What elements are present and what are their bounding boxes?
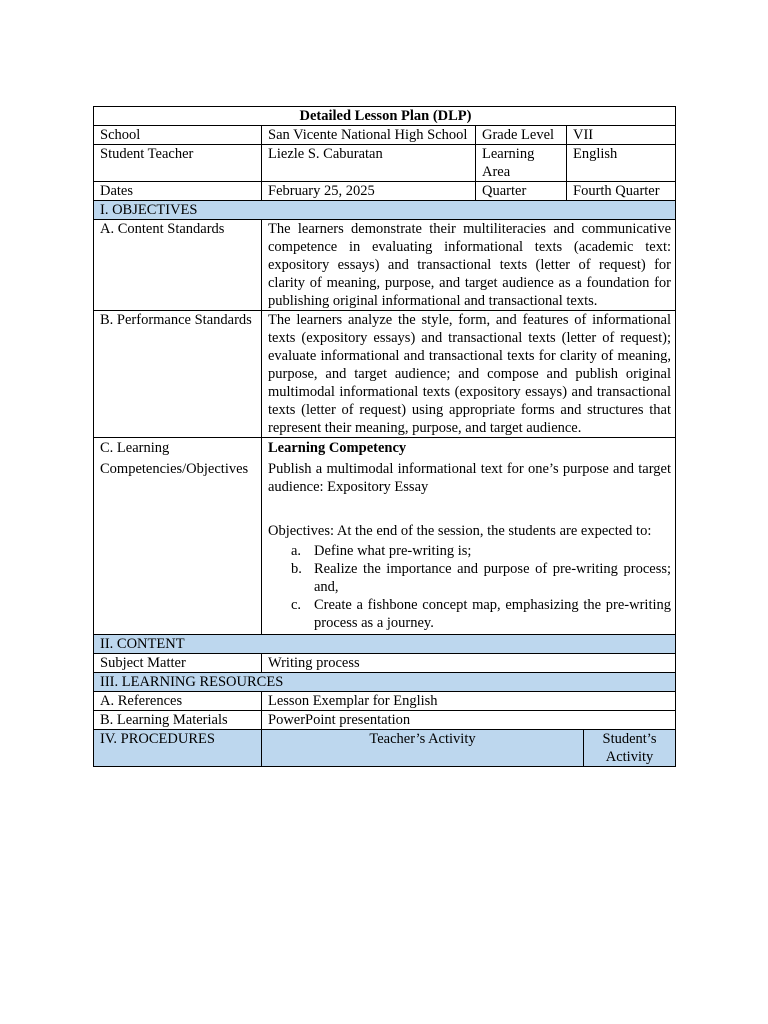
- objective-text: Create a fishbone concept map, emphasizing the pre-writing process as a journey.: [314, 597, 672, 631]
- objective-item: [291, 596, 672, 632]
- objective-item: [291, 542, 671, 560]
- competency-heading: Learning Competency: [268, 440, 407, 456]
- teacher-value: Liezle S. Caburatan: [262, 145, 476, 182]
- competencies-label-line1: C. Learning: [100, 440, 170, 456]
- references-label: A. References: [94, 692, 262, 711]
- procedures-row: [94, 730, 676, 767]
- grade-label: Grade Level: [476, 126, 567, 145]
- subject-row: [94, 654, 676, 673]
- references-value: Lesson Exemplar for English: [262, 692, 676, 711]
- area-value: English: [567, 145, 676, 182]
- lesson-plan-page: [93, 106, 675, 767]
- dates-value: February 25, 2025: [262, 182, 476, 201]
- teacher-row: [94, 145, 676, 182]
- content-header-row: [94, 635, 676, 654]
- objective-text: Realize the importance and purpose of pre-writing process; and,: [314, 561, 672, 595]
- grade-value: VII: [567, 126, 676, 145]
- title-row: [94, 107, 676, 126]
- dates-row: [94, 182, 676, 201]
- content-standards-label: A. Content Standards: [94, 220, 262, 311]
- document-title: Detailed Lesson Plan (DLP): [94, 107, 676, 126]
- objective-marker: c.: [291, 597, 302, 613]
- competencies-label-line2: Competencies/Objectives: [100, 461, 249, 477]
- objective-text: Define what pre-writing is;: [314, 543, 472, 559]
- area-label: Learning Area: [476, 145, 567, 182]
- materials-row: [94, 711, 676, 730]
- student-activity-text: Student’s Activity: [602, 731, 657, 765]
- objectives-list: [268, 542, 671, 632]
- competencies-content: [262, 438, 676, 635]
- resources-header-row: [94, 673, 676, 692]
- teacher-activity-header: Teacher’s Activity: [262, 730, 584, 767]
- performance-standards-row: [94, 311, 676, 438]
- subject-value: Writing process: [262, 654, 676, 673]
- competencies-row: [94, 438, 676, 635]
- resources-header: III. LEARNING RESOURCES: [94, 673, 676, 692]
- content-standards-text: The learners demonstrate their multiliteracies and communicative competence in evaluating informational texts (academic text: expository essays) and transactional texts (letter of request) for clarity of meaning, purpose, and target audience as a foundation for publishing original informational and transactional texts.: [262, 220, 676, 311]
- competencies-label: [94, 438, 262, 635]
- references-row: [94, 692, 676, 711]
- objectives-header: I. OBJECTIVES: [94, 201, 676, 220]
- performance-standards-label: B. Performance Standards: [94, 311, 262, 438]
- objective-marker: a.: [291, 543, 302, 559]
- performance-standards-text: The learners analyze the style, form, and features of informational texts (expository essays) and transactional texts (letter of request); evaluate informational and transactional texts for clarity of meaning, purpose, and target audience; and compose and publish original multimodal informational texts (expository essays) and transactional texts (letter of request) using appropriate forms and structures that represent their meaning, purpose, and target audience.: [262, 311, 676, 438]
- school-row: [94, 126, 676, 145]
- objectives-header-row: [94, 201, 676, 220]
- school-label: School: [94, 126, 262, 145]
- subject-label: Subject Matter: [94, 654, 262, 673]
- objective-marker: b.: [291, 561, 302, 577]
- procedures-header: IV. PROCEDURES: [94, 730, 262, 767]
- teacher-label: Student Teacher: [94, 145, 262, 182]
- student-activity-header: [584, 730, 676, 767]
- content-header: II. CONTENT: [94, 635, 676, 654]
- dlp-table: [93, 106, 676, 767]
- content-standards-row: [94, 220, 676, 311]
- materials-value: PowerPoint presentation: [262, 711, 676, 730]
- school-value: San Vicente National High School: [262, 126, 476, 145]
- materials-label: B. Learning Materials: [94, 711, 262, 730]
- objectives-intro: Objectives: At the end of the session, the students are expected to:: [268, 523, 652, 539]
- competency-text: Publish a multimodal informational text for one’s purpose and target audience: Expository Essay: [268, 461, 672, 495]
- objective-item: [291, 560, 672, 596]
- dates-label: Dates: [94, 182, 262, 201]
- quarter-label: Quarter: [476, 182, 567, 201]
- quarter-value: Fourth Quarter: [567, 182, 676, 201]
